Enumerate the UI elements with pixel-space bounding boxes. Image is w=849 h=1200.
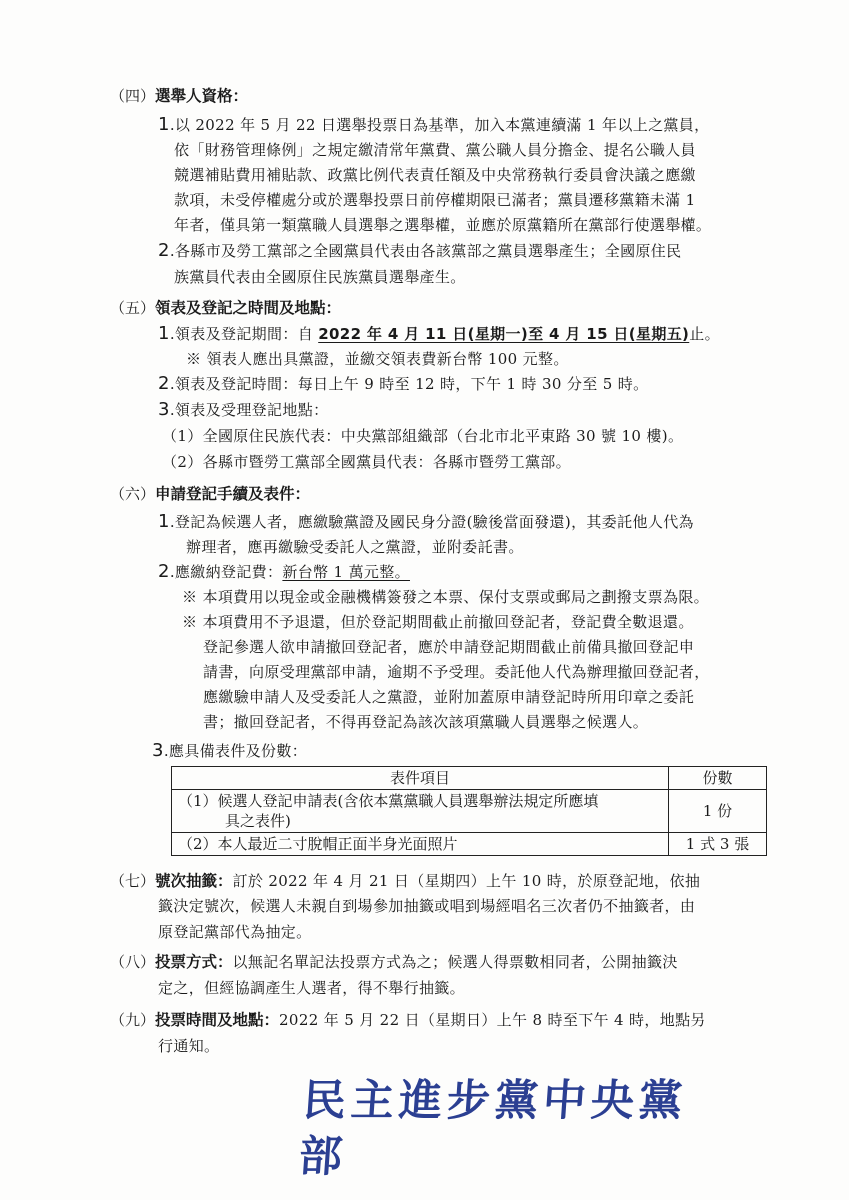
sec6-note2-line4: 應繳驗申請人及受委託人之黨證，並附加蓋原申請登記時所用印章之委託 [203, 688, 695, 706]
registration-fee: 新台幣 1 萬元整。 [282, 563, 410, 581]
section-8-line2: 定之，但經協調產生人選者，得不舉行抽籤。 [158, 979, 466, 997]
sec6-note2-line3: 請書，向原受理黨部申請，逾期不予受理。委託他人代為辦理撤回登記者， [203, 663, 710, 681]
section-8-label: （八） [110, 953, 156, 971]
section-8-line1: （八）投票方式：以無記名單記法投票方式為之；候選人得票數相同者，公開抽籤決 [110, 953, 678, 971]
sec6-item1-line1: 1.登記為候選人者，應繳驗黨證及國民身分證(驗後當面發還)，其委託他人代為 [158, 511, 694, 532]
section-7-line2: 籤決定號次，候選人未親自到場參加抽籤或唱到場經唱名三次者仍不抽籤者，由 [158, 897, 696, 915]
section-5-label: （五） [110, 299, 156, 317]
registration-period: 2022 年 4 月 11 日(星期一)至 4 月 15 日(星期五) [318, 325, 690, 343]
section-4-title: 選舉人資格： [155, 87, 249, 105]
section-7-line1: （七）號次抽籤：訂於 2022 年 4 月 21 日（星期四）上午 10 時，於原登記地，依抽 [110, 872, 701, 890]
sec5-item2: 2.領表及登記時間：每日上午 9 時至 12 時，下午 1 時 30 分至 5 時。 [158, 373, 649, 394]
sec4-item2-line2: 族黨員代表由全國原住民族黨員選舉產生。 [174, 268, 466, 286]
sec4-item1-line1: 1.以 2022 年 5 月 22 日選舉投票日為基準，加入本黨連續滿 1 年以上之黨員， [158, 114, 710, 135]
table-header-item: 表件項目 [172, 767, 669, 790]
section-4-heading [110, 86, 248, 106]
sec4-item2-line1: 2.各縣市及勞工黨部之全國黨員代表由各該黨部之黨員選舉產生；全國原住民 [158, 240, 682, 261]
party-stamp: 民主進步黨中央黨部 [297, 1076, 689, 1182]
sec6-note2: ※ 本項費用不予退還，但於登記期間截止前撤回登記者，登記費全數退還。 [182, 613, 694, 631]
sec6-item3: 3.應具備表件及份數： [152, 740, 308, 761]
section-4-label: （四） [110, 87, 156, 105]
section-5-title: 領表及登記之時間及地點： [155, 299, 342, 317]
section-6-title: 申請登記手續及表件： [155, 485, 311, 503]
table-cell-item: （1）候選人登記申請表(含依本黨黨職人員選舉辦法規定所應填 具之表件) [172, 790, 669, 833]
sec4-item1-line4: 款項，未受停權處分或於選舉投票日前停權期限已滿者；黨員遷移黨籍未滿 1 [174, 191, 696, 209]
sec6-item1-line2: 辦理者，應再繳驗受委託人之黨證，並附委託書。 [186, 538, 524, 556]
sec5-note: ※ 領表人應出具黨證，並繳交領表費新台幣 100 元整。 [186, 350, 569, 368]
sec5-item3: 3.領表及受理登記地點： [158, 399, 329, 420]
sec5-sub2: （2）各縣市暨勞工黨部全國黨員代表：各縣市暨勞工黨部。 [162, 453, 571, 471]
table-cell-qty: 1 份 [669, 790, 767, 833]
section-6-heading [110, 484, 310, 504]
sec4-item1-line2: 依「財務管理條例」之規定繳清常年黨費、黨公職人員分擔金、提名公職人員 [174, 141, 696, 159]
table-header-row [172, 767, 767, 790]
table-header-qty: 份數 [669, 767, 767, 790]
section-9-line1: （九）投票時間及地點：2022 年 5 月 22 日（星期日）上午 8 時至下午 4 時，地點另 [110, 1011, 706, 1029]
section-9-label: （九） [110, 1011, 156, 1029]
sec4-item1-line5: 年者，僅具第一類黨職人員選舉之選舉權，並應於原黨籍所在黨部行使選舉權。 [174, 216, 712, 234]
section-6-label: （六） [110, 485, 156, 503]
section-8-title: 投票方式： [155, 953, 233, 971]
sec6-note2-line5: 書；撤回登記者，不得再登記為該次該項黨職人員選舉之候選人。 [203, 713, 649, 731]
table-cell-qty: 1 式 3 張 [669, 833, 767, 856]
table-row [172, 833, 767, 856]
section-7-line3: 原登記黨部代為抽定。 [158, 923, 312, 941]
section-7-label: （七） [110, 872, 156, 890]
section-9-line2: 行通知。 [158, 1037, 220, 1055]
sec6-item2: 2.應繳納登記費：新台幣 1 萬元整。 [158, 561, 410, 582]
section-5-heading [110, 298, 341, 318]
sec5-sub1: （1）全國原住民族代表：中央黨部組織部（台北市北平東路 30 號 10 樓)。 [162, 427, 684, 445]
section-9-title: 投票時間及地點： [155, 1011, 280, 1029]
table-row [172, 790, 767, 833]
table-cell-item: （2）本人最近二寸脫帽正面半身光面照片 [172, 833, 669, 856]
sec6-note1: ※ 本項費用以現金或金融機構簽發之本票、保付支票或郵局之劃撥支票為限。 [182, 588, 710, 606]
sec6-note2-line2: 登記參選人欲申請撤回登記者，應於申請登記期間截止前備具撤回登記申 [203, 638, 695, 656]
sec5-item1: 1.領表及登記期間：自 2022 年 4 月 11 日(星期一)至 4 月 15 日(星期五)止。 [158, 323, 720, 344]
forms-table [171, 766, 767, 856]
section-7-title: 號次抽籤： [155, 872, 233, 890]
sec4-item1-line3: 競選補貼費用補貼款、政黨比例代表責任額及中央常務執行委員會決議之應繳 [174, 166, 696, 184]
